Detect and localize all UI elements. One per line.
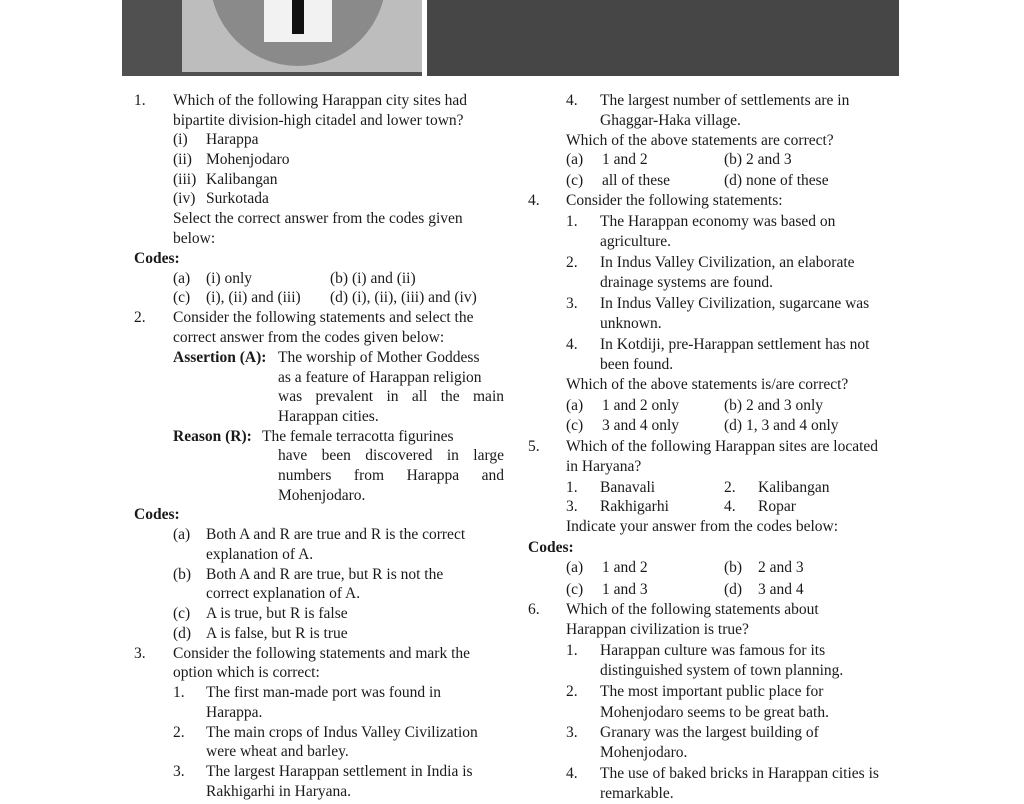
q1-select-line2: below: — [173, 230, 216, 247]
q6-stmt4-line2: remarkable. — [600, 785, 674, 802]
q1-text-line1: Which of the following Harappan city sites had — [173, 92, 467, 109]
q2-reason-label: Reason (R): — [173, 428, 252, 445]
q2-code-c: A is true, but R is false — [206, 605, 348, 622]
q1-opt-i: Harappa — [206, 131, 259, 148]
q3-stmt4-line1: The largest number of settlements are in — [600, 92, 850, 109]
q1-opt-iv-num: (iv) — [173, 190, 196, 207]
q5-code-a: 1 and 2 — [602, 559, 648, 576]
q4-number: 4. — [528, 192, 540, 209]
q4-text-line1: Consider the following statements: — [566, 192, 783, 209]
q6-stmt1-line1: Harappan culture was famous for its — [600, 642, 826, 659]
q6-number: 6. — [528, 601, 540, 618]
q4-code-c-label: (c) — [566, 417, 584, 434]
q3-code-a: 1 and 2 — [602, 151, 648, 168]
q4-code-d: (d) 1, 3 and 4 only — [724, 417, 839, 434]
q4-stmt1-line2: agriculture. — [600, 233, 672, 250]
q4-stmt4-line1: In Kotdiji, pre-Harappan settlement has not — [600, 336, 870, 353]
q1-code-a: (i) only — [206, 270, 253, 287]
q3-code-c: all of these — [602, 172, 671, 189]
q4-stmt3-line1: In Indus Valley Civilization, sugarcane was — [600, 295, 870, 312]
q2-code-b-line2: correct explanation of A. — [206, 585, 361, 602]
q2-code-d-label: (d) — [173, 625, 192, 642]
banner-panel — [182, 0, 422, 72]
q3-number: 3. — [134, 645, 146, 662]
banner-box — [264, 0, 332, 42]
q4-stmt4-num: 4. — [566, 336, 578, 353]
q2-code-b-label: (b) — [173, 566, 192, 583]
banner-bar — [292, 0, 304, 34]
q1-opt-iv: Surkotada — [206, 190, 269, 207]
q1-code-b: (b) (i) and (ii) — [330, 270, 416, 287]
q1-codes-heading: Codes: — [134, 250, 180, 267]
q1-code-d: (d) (i), (ii), (iii) and (iv) — [330, 289, 477, 306]
q4-ask: Which of the above statements is/are correct? — [566, 376, 849, 393]
q4-code-b: (b) 2 and 3 only — [724, 397, 824, 414]
q2-number: 2. — [134, 309, 146, 326]
q1-opt-ii-num: (ii) — [173, 151, 192, 168]
q3-stmt2-num: 2. — [173, 724, 185, 741]
q4-stmt2-line2: drainage systems are found. — [600, 274, 774, 291]
q3-stmt1-num: 1. — [173, 684, 185, 701]
q3-code-c-label: (c) — [566, 172, 584, 189]
q6-stmt4-line1: The use of baked bricks in Harappan cities is — [600, 765, 879, 782]
q2-assertion-line4: Harappan cities. — [278, 408, 379, 425]
q5-text-line1: Which of the following Harappan sites are located — [566, 438, 879, 455]
q4-stmt1-num: 1. — [566, 213, 578, 230]
q2-assertion-line3: was prevalent in all the main — [278, 388, 504, 405]
q1-code-c-label: (c) — [173, 289, 191, 306]
q5-ask: Indicate your answer from the codes below: — [566, 518, 839, 535]
q4-stmt4-line2: been found. — [600, 356, 674, 373]
q2-reason-line1: The female terracotta figurines — [262, 428, 454, 445]
q6-stmt1-num: 1. — [566, 642, 578, 659]
header-banner — [122, 0, 899, 76]
q2-reason-line2: have been discovered in large — [278, 447, 504, 464]
q3-stmt3-line1: The largest Harappan settlement in India is — [206, 763, 473, 780]
q1-select-line1: Select the correct answer from the codes given — [173, 210, 463, 227]
q3-stmt2-line2: were wheat and barley. — [206, 743, 349, 760]
q3-stmt1-line2: Harappa. — [206, 704, 263, 721]
q5-code-c-label: (c) — [566, 581, 584, 598]
q1-text-line2: bipartite division-high citadel and lower town? — [173, 112, 464, 129]
q3-stmt4-num: 4. — [566, 92, 578, 109]
q5-opt1-num: 1. — [566, 479, 578, 496]
q5-text-line2: in Haryana? — [566, 458, 642, 475]
q5-opt3-num: 3. — [566, 498, 578, 515]
q4-stmt3-line2: unknown. — [600, 315, 662, 332]
q3-code-b: (b) 2 and 3 — [724, 151, 792, 168]
q5-code-a-label: (a) — [566, 559, 584, 576]
q2-text-line1: Consider the following statements and select the — [173, 309, 474, 326]
q6-stmt4-num: 4. — [566, 765, 578, 782]
q5-code-b-label: (b) — [724, 559, 743, 576]
q2-code-a-label: (a) — [173, 526, 191, 543]
q4-stmt2-num: 2. — [566, 254, 578, 271]
q6-stmt2-line1: The most important public place for — [600, 683, 824, 700]
q1-opt-iii-num: (iii) — [173, 171, 197, 188]
q5-opt1: Banavali — [600, 479, 656, 496]
q5-code-d: 3 and 4 — [758, 581, 804, 598]
q4-code-a-label: (a) — [566, 397, 584, 414]
q3-stmt4-line2: Ghaggar-Haka village. — [600, 112, 741, 129]
q3-stmt3-line2: Rakhigarhi in Haryana. — [206, 783, 352, 800]
banner-right-block — [427, 0, 899, 76]
q5-opt4-num: 4. — [724, 498, 736, 515]
q1-number: 1. — [134, 92, 146, 109]
q5-code-b: 2 and 3 — [758, 559, 804, 576]
q5-codes-heading: Codes: — [528, 539, 574, 556]
q3-stmt3-num: 3. — [173, 763, 185, 780]
q2-code-a-line1: Both A and R are true and R is the correct — [206, 526, 466, 543]
q6-stmt2-num: 2. — [566, 683, 578, 700]
q1-code-c: (i), (ii) and (iii) — [206, 289, 301, 306]
q1-opt-iii: Kalibangan — [206, 171, 278, 188]
q2-code-c-label: (c) — [173, 605, 191, 622]
q5-number: 5. — [528, 438, 540, 455]
q4-code-c: 3 and 4 only — [602, 417, 680, 434]
q4-code-a: 1 and 2 only — [602, 397, 680, 414]
q3-text-line2: option which is correct: — [173, 664, 320, 681]
q6-text-line1: Which of the following statements about — [566, 601, 819, 618]
q2-code-d: A is false, but R is true — [206, 625, 348, 642]
q2-code-b-line1: Both A and R are true, but R is not the — [206, 566, 444, 583]
q6-stmt3-num: 3. — [566, 724, 578, 741]
q2-text-line2: correct answer from the codes given below: — [173, 329, 445, 346]
q5-opt3: Rakhigarhi — [600, 498, 669, 515]
q3-code-a-label: (a) — [566, 151, 584, 168]
q4-stmt1-line1: The Harappan economy was based on — [600, 213, 836, 230]
q6-stmt1-line2: distinguished system of town planning. — [600, 662, 844, 679]
q6-stmt3-line2: Mohenjodaro. — [600, 744, 688, 761]
q5-code-c: 1 and 3 — [602, 581, 648, 598]
q6-text-line2: Harappan civilization is true? — [566, 621, 749, 638]
q2-assertion-line1: The worship of Mother Goddess — [278, 349, 480, 366]
q2-reason-line4: Mohenjodaro. — [278, 487, 366, 504]
q3-stmt1-line1: The first man-made port was found in — [206, 684, 442, 701]
q2-assertion-label: Assertion (A): — [173, 349, 267, 366]
q4-stmt2-line1: In Indus Valley Civilization, an elaborate — [600, 254, 855, 271]
q2-assertion-line2: as a feature of Harappan religion — [278, 369, 482, 386]
q2-code-a-line2: explanation of A. — [206, 546, 314, 563]
banner-left-block — [122, 0, 422, 76]
q3-ask: Which of the above statements are correct? — [566, 132, 834, 149]
q3-stmt2-line1: The main crops of Indus Valley Civilization — [206, 724, 478, 741]
q5-opt2: Kalibangan — [758, 479, 830, 496]
q6-stmt2-line2: Mohenjodaro seems to be great bath. — [600, 704, 829, 721]
q1-opt-i-num: (i) — [173, 131, 188, 148]
q5-opt2-num: 2. — [724, 479, 736, 496]
q6-stmt3-line1: Granary was the largest building of — [600, 724, 819, 741]
q1-code-a-label: (a) — [173, 270, 191, 287]
q1-opt-ii: Mohenjodaro — [206, 151, 290, 168]
q4-stmt3-num: 3. — [566, 295, 578, 312]
q3-code-d: (d) none of these — [724, 172, 829, 189]
q5-code-d-label: (d) — [724, 581, 743, 598]
q3-text-line1: Consider the following statements and mark the — [173, 645, 471, 662]
q5-opt4: Ropar — [758, 498, 796, 515]
q2-reason-line3: numbers from Harappa and — [278, 467, 504, 484]
q2-codes-heading: Codes: — [134, 506, 180, 523]
